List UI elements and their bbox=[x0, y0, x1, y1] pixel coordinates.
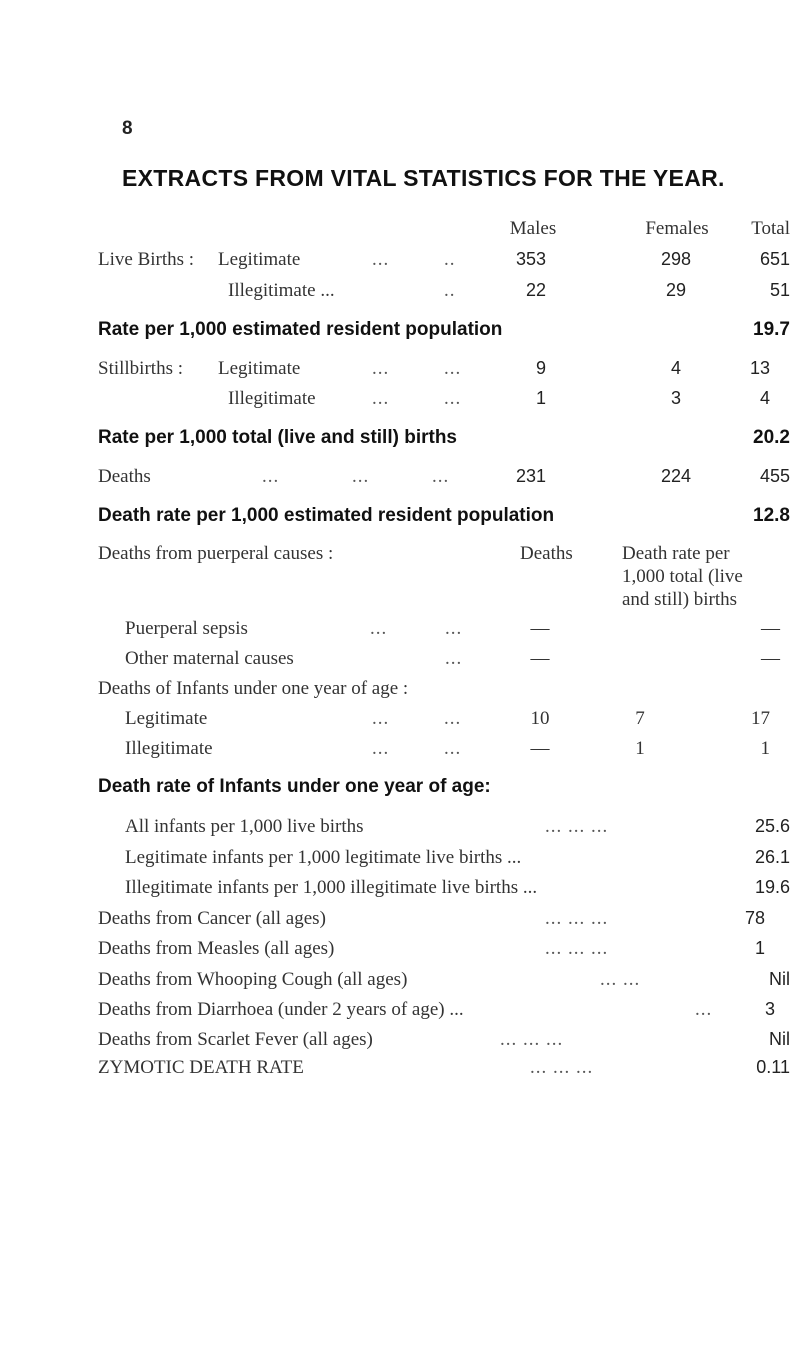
rate-dots-all-infants: ... ... ... bbox=[545, 816, 609, 837]
deaths-dots2: ... bbox=[352, 466, 370, 487]
rate-value-diarrhoea: 3 bbox=[764, 999, 775, 1019]
rate-dots-measles: ... ... ... bbox=[545, 938, 609, 959]
puerperal-label: Deaths from puerperal causes : bbox=[98, 543, 334, 564]
infants-legit-dots2: ... bbox=[444, 708, 462, 729]
stillbirths-label: Stillbirths : bbox=[98, 358, 183, 379]
infant-rate-heading: Death rate of Infants under one year of age: bbox=[98, 776, 491, 797]
other-maternal-rate: — bbox=[761, 648, 780, 669]
rate-dots-cancer: ... ... ... bbox=[545, 908, 609, 929]
rate-dots-scarlet-fever: ... ... ... bbox=[500, 1029, 564, 1050]
live-legit-label: Legitimate bbox=[218, 249, 301, 270]
live-illegit-females: 29 bbox=[665, 280, 687, 300]
still-legit-label: Legitimate bbox=[218, 358, 301, 379]
live-legit-males: 353 bbox=[515, 249, 546, 269]
puerperal-sepsis-dots2: ... bbox=[445, 618, 463, 639]
still-illegit-dots2: ... bbox=[444, 388, 462, 409]
puerperal-col-rate-1: Death rate per bbox=[622, 543, 730, 564]
infants-legit-females: 7 bbox=[635, 708, 645, 729]
puerperal-sepsis-dots: ... bbox=[370, 618, 388, 639]
still-illegit-females: 3 bbox=[670, 388, 681, 408]
still-legit-total: 13 bbox=[749, 358, 770, 378]
infants-label: Deaths of Infants under one year of age : bbox=[98, 678, 409, 699]
infants-legit-label: Legitimate bbox=[125, 708, 208, 729]
live-legit-dots: ... bbox=[372, 249, 390, 270]
infants-legit-dots: ... bbox=[372, 708, 390, 729]
infants-illegit-dots2: ... bbox=[444, 738, 462, 759]
page-number: 8 bbox=[122, 118, 133, 139]
rate-label-illegit-infants: Illegitimate infants per 1,000 illegitimate live births ... bbox=[125, 877, 538, 898]
other-maternal-label: Other maternal causes bbox=[125, 648, 294, 669]
live-legit-dots2: .. bbox=[444, 249, 456, 270]
live-illegit-total: 51 bbox=[769, 280, 790, 300]
puerperal-sepsis-rate: — bbox=[761, 618, 780, 639]
rate-value-cancer: 78 bbox=[744, 908, 765, 928]
rate-resident-label: Rate per 1,000 estimated resident population bbox=[98, 319, 503, 340]
other-maternal-deaths: — bbox=[530, 648, 550, 669]
infants-illegit-dots: ... bbox=[372, 738, 390, 759]
puerperal-col-rate-2: 1,000 total (live bbox=[622, 566, 743, 587]
rate-value-whooping-cough: Nil bbox=[769, 969, 790, 989]
rate-value-legit-infants: 26.1 bbox=[754, 847, 790, 867]
infants-legit-males: 10 bbox=[530, 708, 550, 729]
infants-illegit-total: 1 bbox=[760, 738, 770, 759]
death-rate-label: Death rate per 1,000 estimated resident population bbox=[98, 505, 555, 526]
live-illegit-males: 22 bbox=[525, 280, 546, 300]
live-illegit-label: Illegitimate ... bbox=[228, 280, 335, 301]
rate-total-births-label: Rate per 1,000 total (live and still) births bbox=[98, 427, 457, 448]
rate-dots-diarrhoea: ... bbox=[695, 999, 713, 1020]
death-rate-value: 12.8 bbox=[753, 505, 790, 526]
rate-label-whooping-cough: Deaths from Whooping Cough (all ages) bbox=[98, 969, 408, 990]
deaths-dots: ... bbox=[262, 466, 280, 487]
deaths-females: 224 bbox=[660, 466, 692, 486]
other-maternal-dots: ... bbox=[445, 648, 463, 669]
infants-illegit-label: Illegitimate bbox=[125, 738, 213, 759]
rate-value-measles: 1 bbox=[754, 938, 765, 958]
rate-label-legit-infants: Legitimate infants per 1,000 legitimate live births ... bbox=[125, 847, 522, 868]
col-header-females: Females bbox=[645, 218, 709, 239]
col-header-males: Males bbox=[509, 218, 557, 239]
puerperal-sepsis-label: Puerperal sepsis bbox=[125, 618, 248, 639]
still-legit-dots: ... bbox=[372, 358, 390, 379]
still-illegit-label: Illegitimate bbox=[228, 388, 316, 409]
rate-label-all-infants: All infants per 1,000 live births bbox=[125, 816, 364, 837]
deaths-total: 455 bbox=[759, 466, 790, 486]
rate-resident-value: 19.7 bbox=[753, 319, 790, 340]
still-illegit-males: 1 bbox=[535, 388, 546, 408]
deaths-label: Deaths bbox=[98, 466, 151, 487]
infants-illegit-females: 1 bbox=[635, 738, 645, 759]
rate-value-zymotic: 0.11 bbox=[756, 1057, 790, 1077]
rate-total-births-value: 20.2 bbox=[753, 427, 790, 448]
puerperal-col-rate-3: and still) births bbox=[622, 589, 738, 610]
rate-label-cancer: Deaths from Cancer (all ages) bbox=[98, 908, 326, 929]
col-header-total: Total bbox=[751, 218, 790, 239]
still-legit-males: 9 bbox=[535, 358, 546, 378]
rate-value-illegit-infants: 19.6 bbox=[754, 877, 790, 897]
infants-legit-total: 17 bbox=[751, 708, 770, 729]
deaths-males: 231 bbox=[515, 466, 546, 486]
rate-value-all-infants: 25.6 bbox=[754, 816, 790, 836]
puerperal-col-deaths: Deaths bbox=[520, 543, 573, 564]
live-legit-total: 651 bbox=[759, 249, 790, 269]
rate-label-zymotic: ZYMOTIC DEATH RATE bbox=[98, 1057, 304, 1078]
rate-label-diarrhoea: Deaths from Diarrhoea (under 2 years of age) ... bbox=[98, 999, 464, 1020]
page-title: EXTRACTS FROM VITAL STATISTICS FOR THE YEAR. bbox=[122, 165, 725, 191]
rate-label-scarlet-fever: Deaths from Scarlet Fever (all ages) bbox=[98, 1029, 373, 1050]
live-illegit-dots: .. bbox=[444, 280, 456, 301]
live-births-label: Live Births : bbox=[98, 249, 195, 270]
deaths-dots3: ... bbox=[432, 466, 450, 487]
rate-value-scarlet-fever: Nil bbox=[769, 1029, 790, 1049]
puerperal-sepsis-deaths: — bbox=[530, 618, 550, 639]
rate-dots-whooping-cough: ... ... bbox=[600, 969, 641, 990]
rate-dots-zymotic: ... ... ... bbox=[530, 1057, 594, 1078]
still-illegit-dots: ... bbox=[372, 388, 390, 409]
still-illegit-total: 4 bbox=[759, 388, 770, 408]
infants-illegit-males: — bbox=[530, 738, 550, 759]
still-legit-females: 4 bbox=[670, 358, 681, 378]
live-legit-females: 298 bbox=[660, 249, 692, 269]
rate-label-measles: Deaths from Measles (all ages) bbox=[98, 938, 335, 959]
still-legit-dots2: ... bbox=[444, 358, 462, 379]
